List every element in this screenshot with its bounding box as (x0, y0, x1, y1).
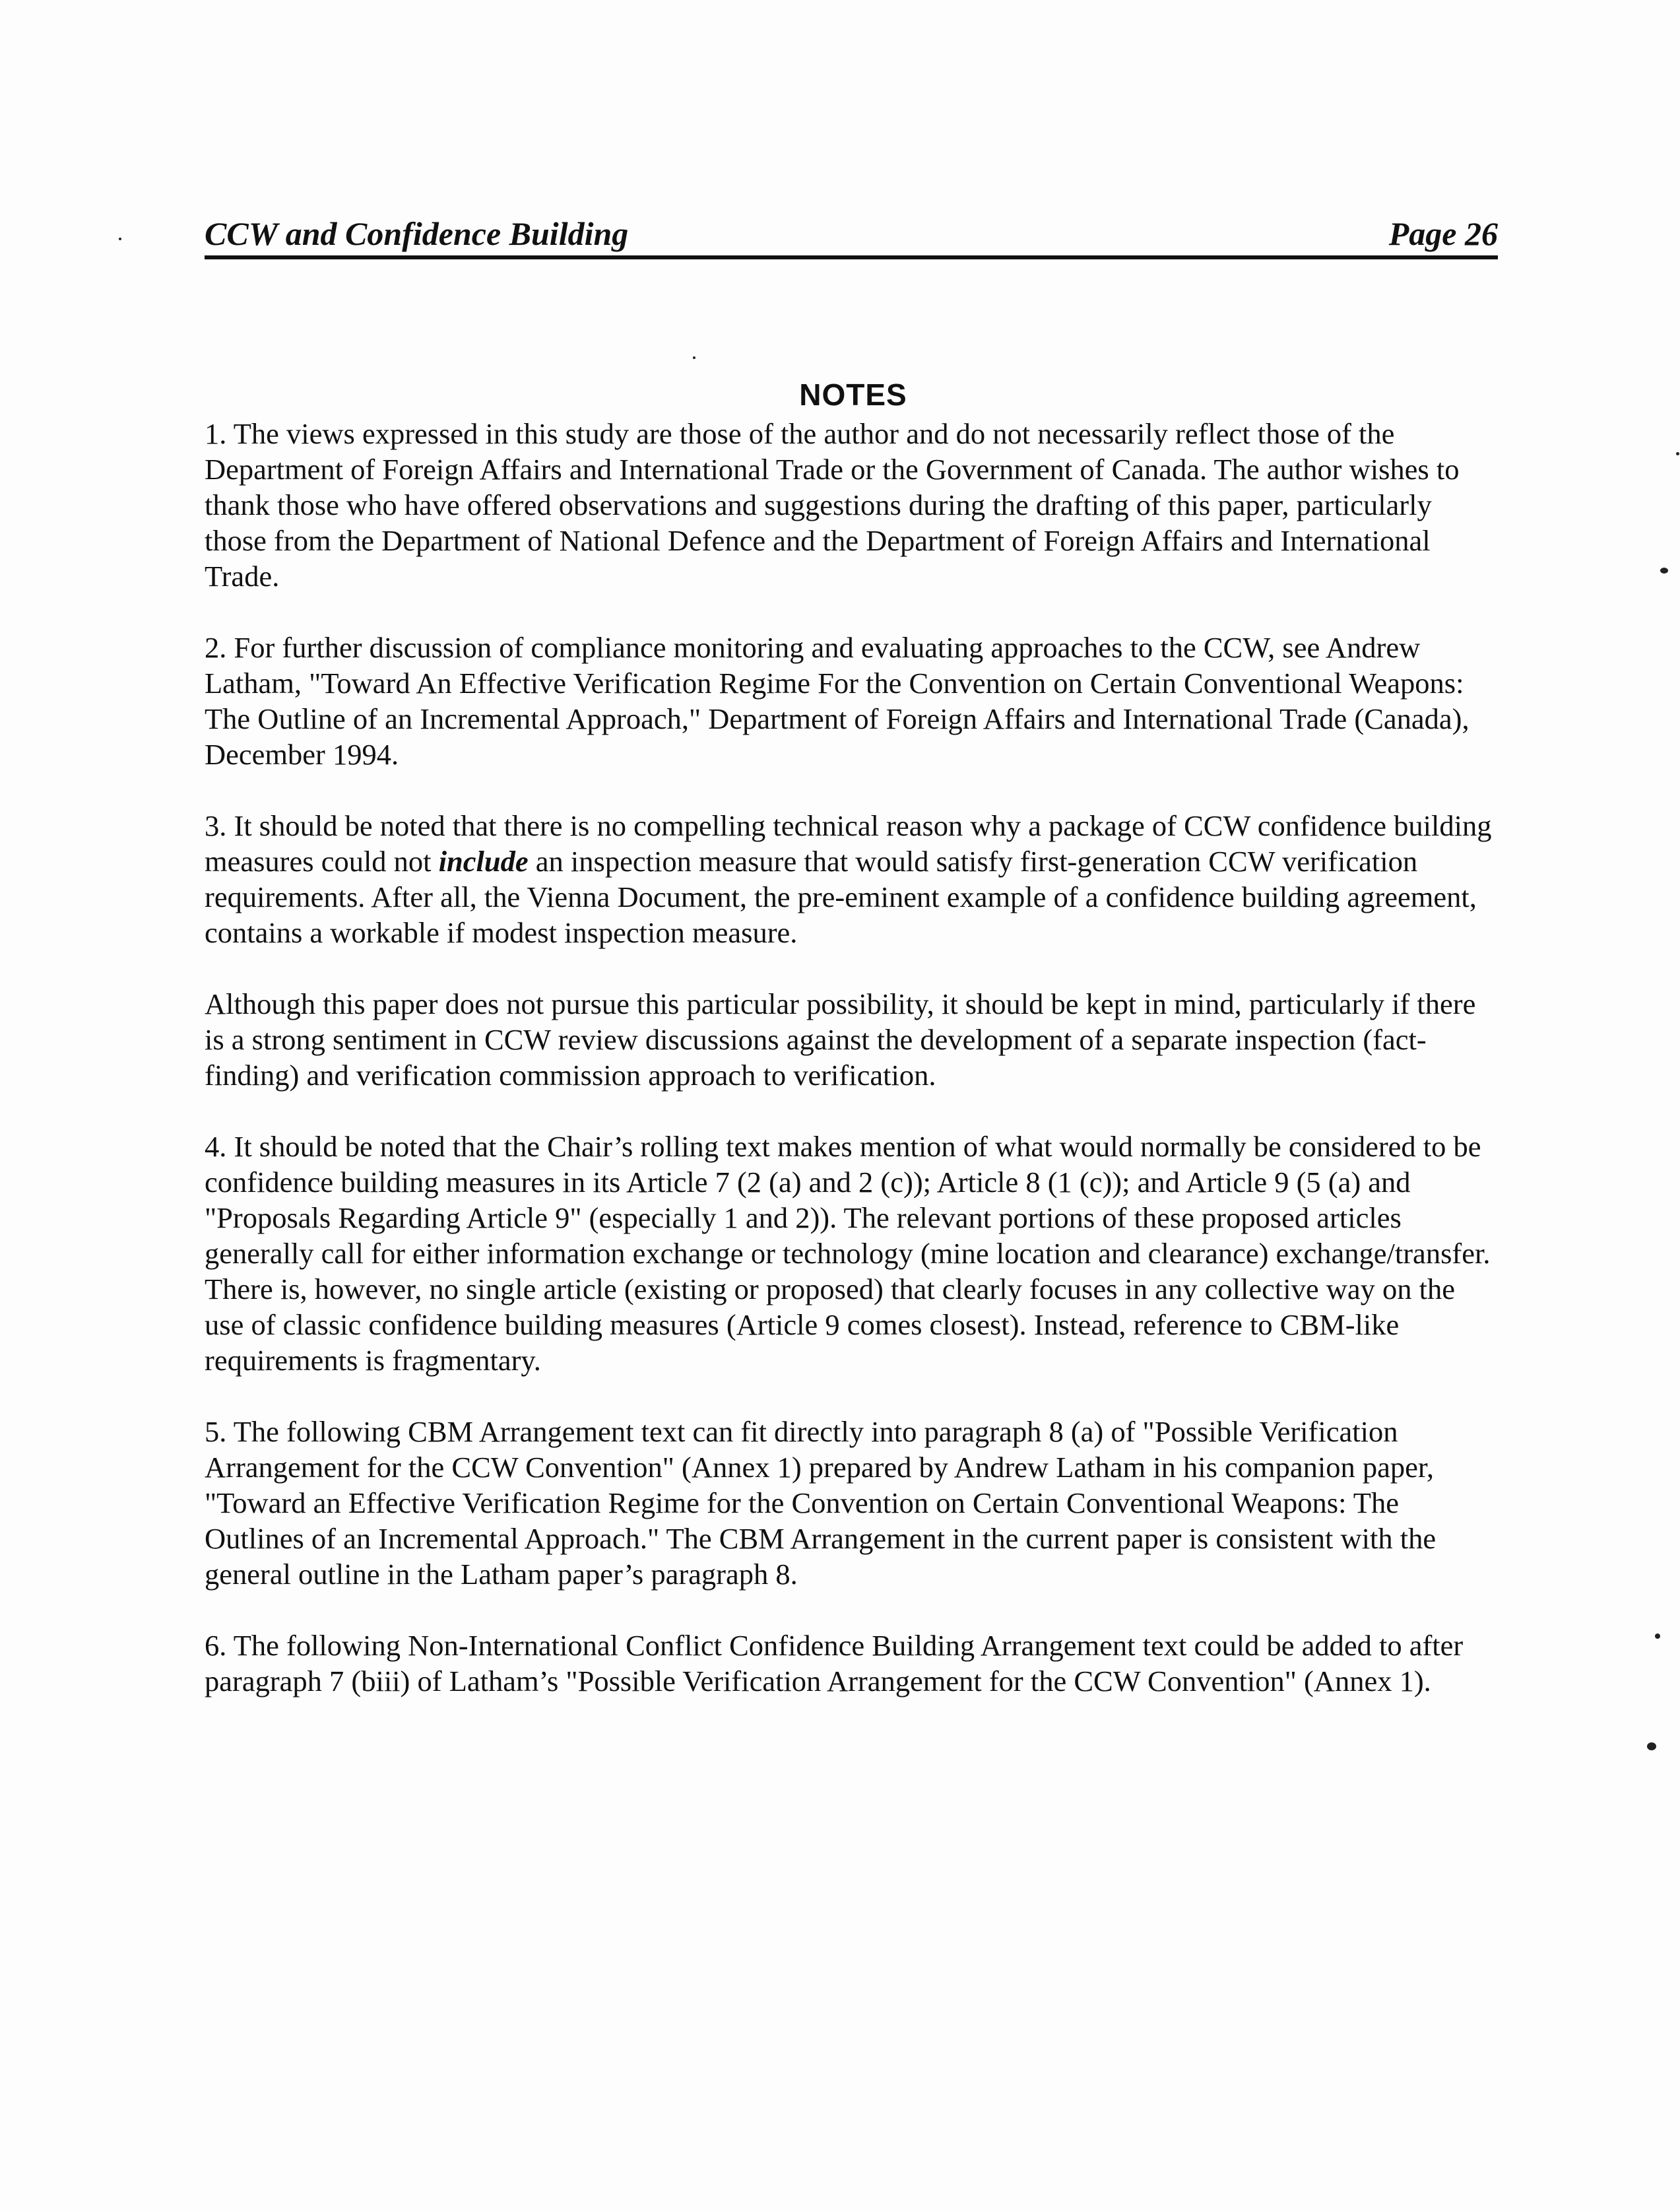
scan-speck (1647, 1742, 1656, 1750)
scan-speck (693, 356, 695, 359)
notes-body (205, 416, 1498, 1734)
note-3 (205, 808, 1498, 950)
running-header (205, 210, 1498, 257)
scan-speck (1655, 1634, 1660, 1639)
note-3-text-after: an inspection measure that would satisfy first-generation CCW verification requirements. After all, the Vienna Document, the pre-eminent example of a confidence building agreement, contains a workable if modest inspection measure. (205, 845, 1477, 949)
note-1-text: 1. The views expressed in this study are those of the author and do not necessarily reflect those of the Department of Foreign Affairs and International Trade or the Government of Canada. The author wishes to thank those who have offered observations and suggestions during the drafting of this paper, particularly those from the Department of National Defence and the Department of Foreign Affairs and International Trade. (205, 417, 1460, 593)
scan-speck (119, 238, 121, 240)
note-6-text: 6. The following Non-International Conflict Confidence Building Arrangement text could be added to after paragraph 7 (biii) of Latham’s "Possible Verification Arrangement for the CCW Convention" (Annex 1). (205, 1629, 1464, 1698)
note-5 (205, 1414, 1498, 1592)
note-2 (205, 630, 1498, 772)
scan-speck (1660, 568, 1668, 574)
note-4 (205, 1129, 1498, 1378)
note-5-text: 5. The following CBM Arrangement text can fit directly into paragraph 8 (a) of "Possible Verification Arrangement for the CCW Convention" (Annex 1) prepared by Andrew Latham in his companion paper, "Toward an Effective Verification Regime for the Convention on Certain Conventional Weapons: The Outlines of an Incremental Approach." The CBM Arrangement in the current paper is consistent with the general outline in the Latham paper’s paragraph 8. (205, 1415, 1437, 1591)
note-6 (205, 1628, 1498, 1699)
scan-speck (1676, 452, 1679, 455)
page-number: Page 26 (1388, 215, 1498, 252)
note-3-continuation (205, 986, 1498, 1093)
note-3-text-before: 3. It should be noted that there is no compelling technical reason why a package of CCW confidence building measures could not (205, 809, 1492, 878)
note-1 (205, 416, 1498, 594)
note-3-emphasis: include (438, 845, 529, 878)
note-4-text: 4. It should be noted that the Chair’s rolling text makes mention of what would normally be considered to be confidence building measures in its Article 7 (2 (a) and 2 (c)); Article 8 (1 (c)); and Article 9 (5 (a) and "Proposals Regarding Article 9" (especially 1 and 2)). The relevant portions of these proposed articles generally call for either information exchange or technology (mine location and clearance) exchange/transfer. There is, however, no single article (existing or proposed) that clearly focuses in any collective way on the use of classic confidence building measures (Article 9 comes closest). Instead, reference to CBM-like requirements is fragmentary. (205, 1130, 1491, 1377)
note-2-text: 2. For further discussion of compliance monitoring and evaluating approaches to the CCW, see Andrew Latham, "Toward An Effective Verification Regime For the Convention on Certain Conventional Weapons: The Outline of an Incremental Approach," Department of Foreign Affairs and International Trade (Canada), December 1994. (205, 631, 1470, 771)
notes-heading: NOTES (799, 378, 907, 412)
header-title: CCW and Confidence Building (205, 215, 629, 252)
header-rule (205, 255, 1498, 259)
note-3-continuation-text: Although this paper does not pursue this particular possibility, it should be kept in mind, particularly if there is a strong sentiment in CCW review discussions against the development of a separate inspection (fact-finding) and verification commission approach to verification. (205, 987, 1476, 1092)
